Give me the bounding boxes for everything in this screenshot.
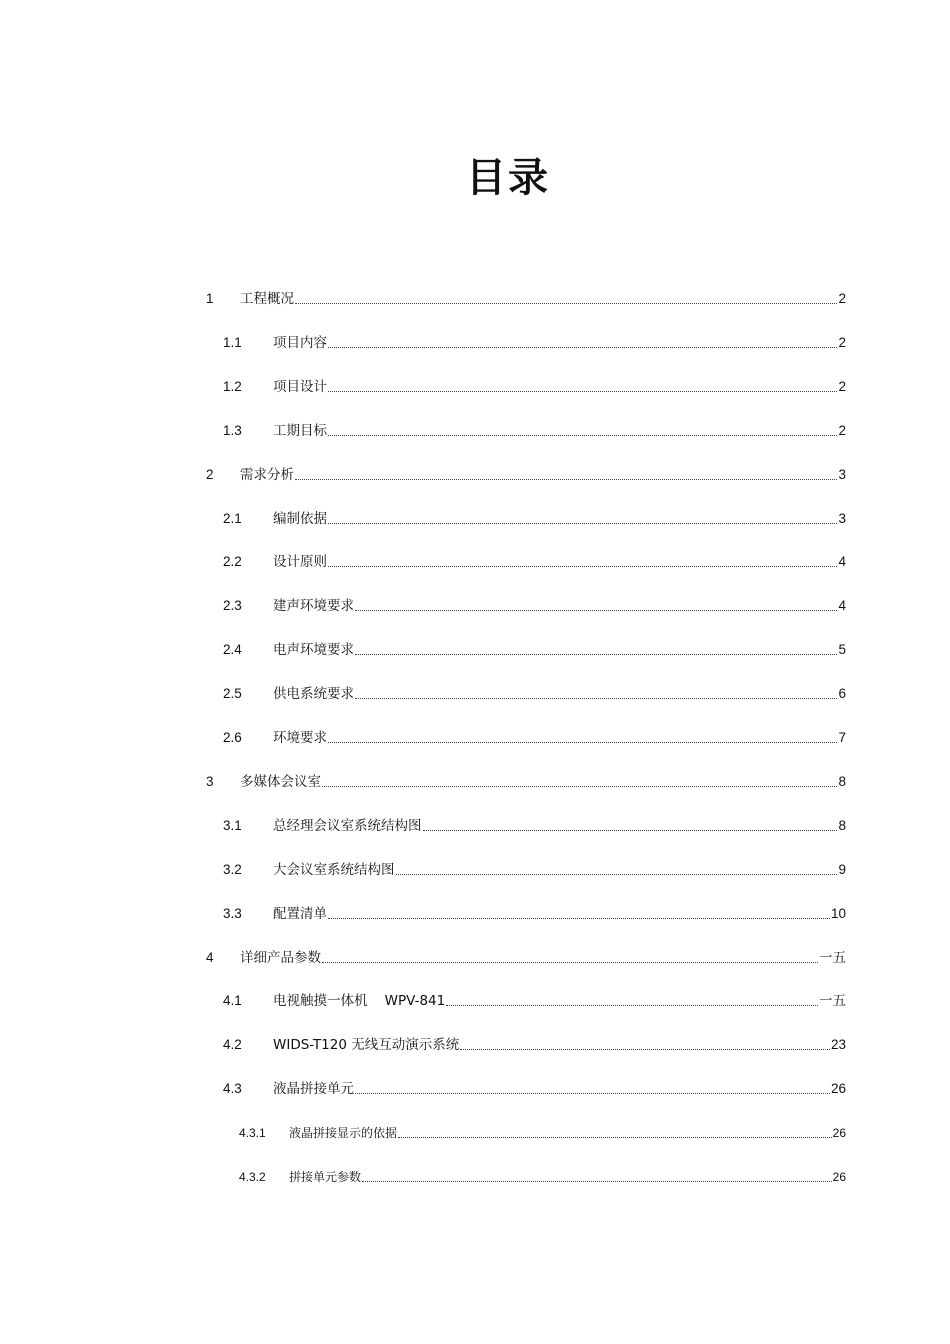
toc-entry-number: 3 <box>206 773 214 789</box>
toc-entry-page: 2 <box>838 422 846 438</box>
toc-entry-page: 2 <box>838 334 846 350</box>
toc-entry[interactable] <box>206 547 846 571</box>
toc-entry[interactable] <box>206 1118 846 1142</box>
toc-dot-leader <box>328 522 837 524</box>
toc-entry[interactable] <box>206 1074 846 1098</box>
toc-entry-page: 5 <box>838 642 846 658</box>
toc-dot-leader <box>328 390 837 392</box>
toc-dot-leader <box>362 1180 832 1182</box>
toc-entry[interactable] <box>206 767 846 791</box>
toc-entry-page: 10 <box>830 905 846 921</box>
toc-entry[interactable] <box>206 1162 846 1186</box>
toc-entry[interactable] <box>206 635 846 659</box>
toc-dot-leader <box>396 873 838 875</box>
toc-entry-label: 设计原则 <box>273 554 327 571</box>
toc-entry[interactable] <box>206 460 846 484</box>
toc-entry[interactable] <box>206 416 846 440</box>
toc-dot-leader <box>328 434 837 436</box>
toc-entry-page: 26 <box>832 1126 846 1141</box>
toc-entry-label: 工程概况 <box>240 291 294 307</box>
toc-entry-label: 液晶拼接显示的依据 <box>289 1126 398 1141</box>
toc-entry-number: 1.1 <box>223 334 242 350</box>
toc-entry-label: 大会议室系统结构图 <box>273 861 395 878</box>
toc-entry-page: 2 <box>838 291 846 306</box>
toc-entry-number: 2.1 <box>223 510 242 526</box>
toc-dot-leader <box>328 917 830 919</box>
toc-dot-leader <box>355 653 837 655</box>
toc-entry-label: 液晶拼接单元 <box>273 1081 354 1098</box>
toc-entry-number: 1.2 <box>223 378 242 394</box>
toc-entry-label: 详细产品参数 <box>240 949 321 966</box>
toc-dot-leader <box>460 1048 830 1050</box>
toc-entry[interactable] <box>206 328 846 352</box>
toc-dot-leader <box>328 346 837 348</box>
toc-entry[interactable] <box>206 723 846 747</box>
toc-dot-leader <box>398 1136 832 1138</box>
toc-entry-number: 2.4 <box>223 642 242 658</box>
toc-entry-page: 9 <box>838 861 846 877</box>
toc-entry-number: 1.3 <box>223 422 242 438</box>
toc-dot-leader <box>295 478 837 480</box>
toc-entry-number: 3.1 <box>223 817 242 833</box>
toc-entry-page: 26 <box>830 1081 846 1097</box>
toc-dot-leader <box>355 609 837 611</box>
toc-entry[interactable] <box>206 943 846 967</box>
toc-entry-page: 2 <box>838 378 846 394</box>
toc-entry[interactable] <box>206 679 846 703</box>
toc-entry-label: 项目设计 <box>273 378 327 395</box>
toc-entry-number: 4.3 <box>223 1081 242 1097</box>
toc-dot-leader <box>328 741 837 743</box>
toc-entry-page: 一五 <box>819 993 846 1009</box>
toc-entry-page: 4 <box>838 554 846 570</box>
toc-entry-number: 2.3 <box>223 598 242 614</box>
toc-entry-label: 电视触摸一体机 WPV-841 <box>273 993 446 1010</box>
toc-title: 目录 <box>466 155 550 201</box>
toc-entry-page: 26 <box>832 1170 846 1184</box>
toc-entry-label: 配置清单 <box>273 905 327 922</box>
toc-dot-leader <box>355 1092 830 1094</box>
toc-entry[interactable] <box>206 591 846 615</box>
toc-dot-leader <box>322 785 837 787</box>
toc-entry-number: 2.6 <box>223 730 242 745</box>
toc-entry[interactable] <box>206 986 846 1010</box>
toc-entry-page: 3 <box>838 466 846 482</box>
toc-entry-number: 4.1 <box>223 993 242 1009</box>
toc-entry-number: 2.2 <box>223 554 242 570</box>
toc-entry-number: 4.2 <box>223 1037 242 1053</box>
toc-entry-page: 7 <box>838 730 846 745</box>
toc-entry-number: 4.3.1 <box>239 1126 266 1141</box>
toc-entry-number: 2 <box>206 466 214 482</box>
toc-entry[interactable] <box>206 1030 846 1054</box>
toc-entry[interactable] <box>206 855 846 879</box>
toc-entry-page: 8 <box>838 773 846 789</box>
toc-entry[interactable] <box>206 504 846 528</box>
toc-entry-number: 4.3.2 <box>239 1170 266 1184</box>
toc-entry-page: 4 <box>838 598 846 614</box>
toc-entry[interactable] <box>206 899 846 923</box>
toc-dot-leader <box>328 565 837 567</box>
toc-dot-leader <box>355 697 837 699</box>
toc-entry-page: 6 <box>838 686 846 702</box>
toc-entry-label: 需求分析 <box>240 466 294 483</box>
toc-entry-page: 8 <box>838 817 846 833</box>
toc-entry-label: 拼接单元参数 <box>289 1170 362 1184</box>
toc-entry[interactable] <box>206 284 846 308</box>
toc-entry-label: 多媒体会议室 <box>240 773 321 790</box>
toc-entry-number: 4 <box>206 949 214 965</box>
toc-entry-label: 工期目标 <box>273 422 327 439</box>
toc-entry-number: 3.3 <box>223 905 242 921</box>
toc-entry[interactable] <box>206 372 846 396</box>
toc-dot-leader <box>423 829 838 831</box>
toc-entry-label: 总经理会议室系统结构图 <box>273 817 422 834</box>
toc-entry-label: 项目内容 <box>273 334 327 351</box>
toc-entry-label: 环境要求 <box>273 730 327 746</box>
toc-entry-label: 供电系统要求 <box>273 686 354 703</box>
toc-entry-label: 建声环境要求 <box>273 598 354 615</box>
toc-entry[interactable] <box>206 811 846 835</box>
toc-dot-leader <box>446 1004 818 1006</box>
toc-entry-label: 电声环境要求 <box>273 642 354 659</box>
toc-dot-leader <box>295 302 837 304</box>
toc-entry-page: 3 <box>838 510 846 526</box>
toc-entry-number: 2.5 <box>223 686 242 702</box>
toc-entry-number: 3.2 <box>223 861 242 877</box>
toc-entry-page: 一五 <box>819 949 846 965</box>
toc-entry-page: 23 <box>830 1037 846 1053</box>
toc-entry-label: WIDS-T120 无线互动演示系统 <box>273 1037 460 1054</box>
toc-dot-leader <box>322 961 818 963</box>
toc-entry-number: 1 <box>206 291 214 306</box>
toc-entry-label: 编制依据 <box>273 510 327 527</box>
